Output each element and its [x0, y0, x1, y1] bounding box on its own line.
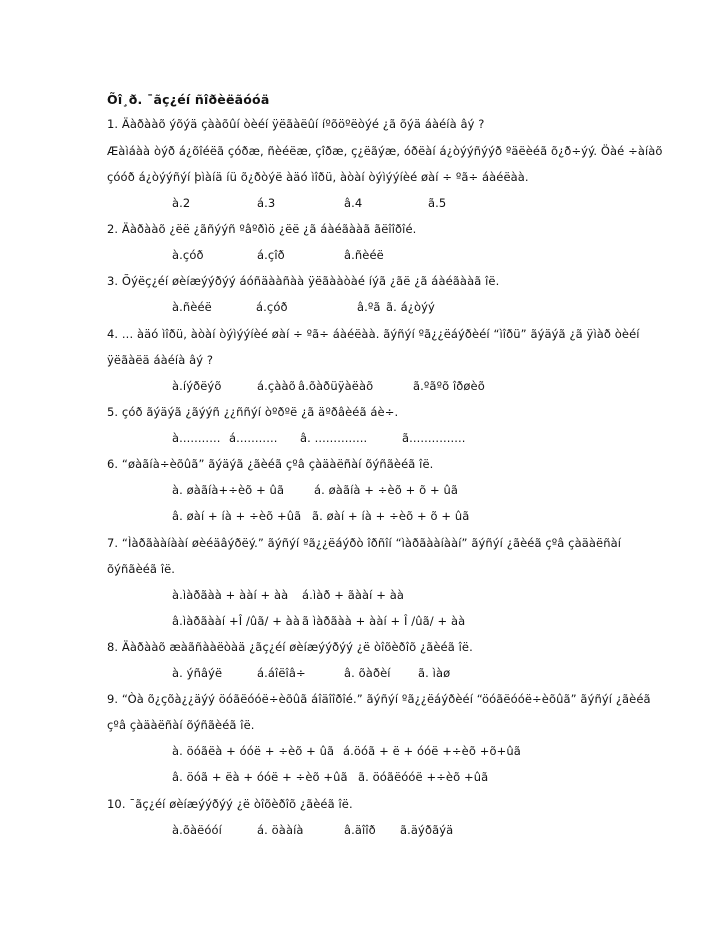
question-2-option-c: â.ñèéë — [344, 248, 384, 262]
question-10-option-a: à.õàëóóí — [172, 823, 222, 837]
question-9-line-1: 9. “Òà õ¿çõà¿¿äýý öóãëóóë÷èõûã áîäîîðîé.” ãýñýí ºã¿¿ëáýðèéí “öóãëóóë÷èõûã” ãýñýí ¿ãèéã — [107, 692, 651, 706]
passage-line-1: Æàìáàà òýð á¿õîéëã çóðæ, ñèéëæ, çîðæ, ç¿ëãýæ, óðëàí á¿òýýñýýð ºäëèéã õ¿ð÷ýý. Öàé ÷àíàõ — [107, 144, 663, 158]
question-6-option-d: ã. øàí + íà + ÷èõ + õ + ûã — [312, 509, 470, 523]
question-4-line-2: ÿëãàëä áàéíà âý ? — [107, 353, 214, 367]
question-8-option-d: ã. ìàø — [418, 666, 451, 680]
question-8-line-1: 8. Äàðààõ æàãñààëòàä ¿ãç¿éí øèíæýýðýý ¿ë òîõèðîõ ¿ãèéã îë. — [107, 640, 473, 654]
question-6-option-a: à. øàãíà+÷èõ + ûã — [172, 483, 285, 497]
passage-option-b: á.3 — [257, 196, 276, 210]
question-4-line-1: 4. ... àäó ìîðü, àòàí òýìýýíèé øàí ÷ ºã÷ áàéëàà. ãýñýí ºã¿¿ëáýðèéí “ìîðü” ãýäýã ¿ã ÿìàð òèéí — [107, 327, 640, 341]
question-5-line-1: 5. çóð ãýäýã ¿ãýýñ ¿¿ññýí òºðºë ¿ã äºðâèéã áè÷. — [107, 405, 399, 419]
question-9-option-a: à. öóãëà + óóë + ÷èõ + ûã — [172, 744, 335, 758]
question-5-option-b: á........... — [229, 431, 278, 445]
question-2-option-b: á.çîð — [257, 248, 285, 262]
question-10-option-b: á. öààíà — [257, 823, 304, 837]
question-1-line-1: 1. Äàðààõ ýõýä çààõûí òèéí ÿëãàëûí íºõöºëòýé ¿ã õýä áàéíà âý ? — [107, 117, 485, 131]
question-7-option-a: à.ìàðãàà + ààí + àà — [172, 588, 289, 602]
question-9-line-2: çºâ çàäàëñàí õýñãèéã îë. — [107, 718, 255, 732]
question-3-option-d: ã. á¿òýý — [386, 300, 435, 314]
passage-line-2: çóóð á¿òýýñýí þìàíä íü õ¿ðòýë àäó ìîðü, àòàí òýìýýíèé øàí ÷ ºã÷ áàéëàà. — [107, 170, 529, 184]
question-5-option-a: à........... — [172, 431, 221, 445]
question-8-option-a: à. ýñâýë — [172, 666, 223, 680]
passage-option-d: ã.5 — [428, 196, 447, 210]
question-4-option-d: ã.ºãºõ îðøèõ — [413, 379, 485, 393]
question-7-line-2: õýñãèéã îë. — [107, 562, 176, 576]
question-9-option-d: ã. öóãëóóë +÷èõ +ûã — [358, 770, 489, 784]
question-3-option-b: á.çóð — [256, 300, 288, 314]
question-5-option-d: ã............... — [402, 431, 466, 445]
question-3-option-a: à.ñèéë — [172, 300, 212, 314]
question-10-line-1: 10. ¯ãç¿éí øèíæýýðýý ¿ë òîõèðîõ ¿ãèéã îë. — [107, 797, 353, 811]
question-7-option-c: â.ìàðãààí +Î /ûã/ + àà — [172, 614, 300, 628]
question-10-option-c: â.äîîð — [344, 823, 376, 837]
question-4-option-c: â.õàðüÿàëàõ — [298, 379, 374, 393]
question-2-option-a: à.çóð — [172, 248, 204, 262]
question-6-line-1: 6. “øàãíà÷èõûã” ãýäýã ¿ãèéã çºâ çàäàëñàí õýñãèéã îë. — [107, 457, 434, 471]
question-8-option-b: á.áîëîâ÷ — [257, 666, 306, 680]
question-7-option-d: ã ìàðãàà + ààí + Î /ûã/ + àà — [302, 614, 466, 628]
question-2-line-1: 2. Äàðààõ ¿ëë ¿ãñýýñ ºâºðìö ¿ëë ¿ã áàéãààã ãëîîðîé. — [107, 222, 417, 236]
question-5-option-c: â. .............. — [300, 431, 368, 445]
question-6-option-c: â. øàí + íà + ÷èõ +ûã — [172, 509, 302, 523]
question-4-option-a: à.íýðëýõ — [172, 379, 222, 393]
passage-option-c: â.4 — [344, 196, 363, 210]
question-3-line-1: 3. Õýëç¿éí øèíæýýðýý áóñäààñàà ÿëãààòàé íýã ¿ãë ¿ã áàéãààã îë. — [107, 274, 500, 288]
question-7-option-b: á.ìàð + ãààí + àà — [302, 588, 405, 602]
page-title: Õî¸ð. ¯ãç¿éí ñîðèëãóóä — [107, 92, 270, 107]
passage-option-a: à.2 — [172, 196, 191, 210]
question-9-option-b: á.öóã + ë + óóë +÷èõ +õ+ûã — [343, 744, 521, 758]
question-9-option-c: â. öóã + ëà + óóë + ÷èõ +ûã — [172, 770, 348, 784]
question-4-option-b: á.çààõ — [257, 379, 296, 393]
question-10-option-d: ã.äýðãýä — [400, 823, 454, 837]
question-6-option-b: á. øàãíà + ÷èõ + õ + ûã — [314, 483, 458, 497]
question-8-option-c: â. õàðèí — [344, 666, 391, 680]
question-7-line-1: 7. “Ìàðãààíààí øèéäâýðëý.” ãýñýí ºã¿¿ëáýðò îðñîí “ìàðãààíààí” ãýñýí ¿ãèéã çºâ çàäàëñàí — [107, 536, 622, 550]
question-3-option-c: â.ºã — [357, 300, 381, 314]
